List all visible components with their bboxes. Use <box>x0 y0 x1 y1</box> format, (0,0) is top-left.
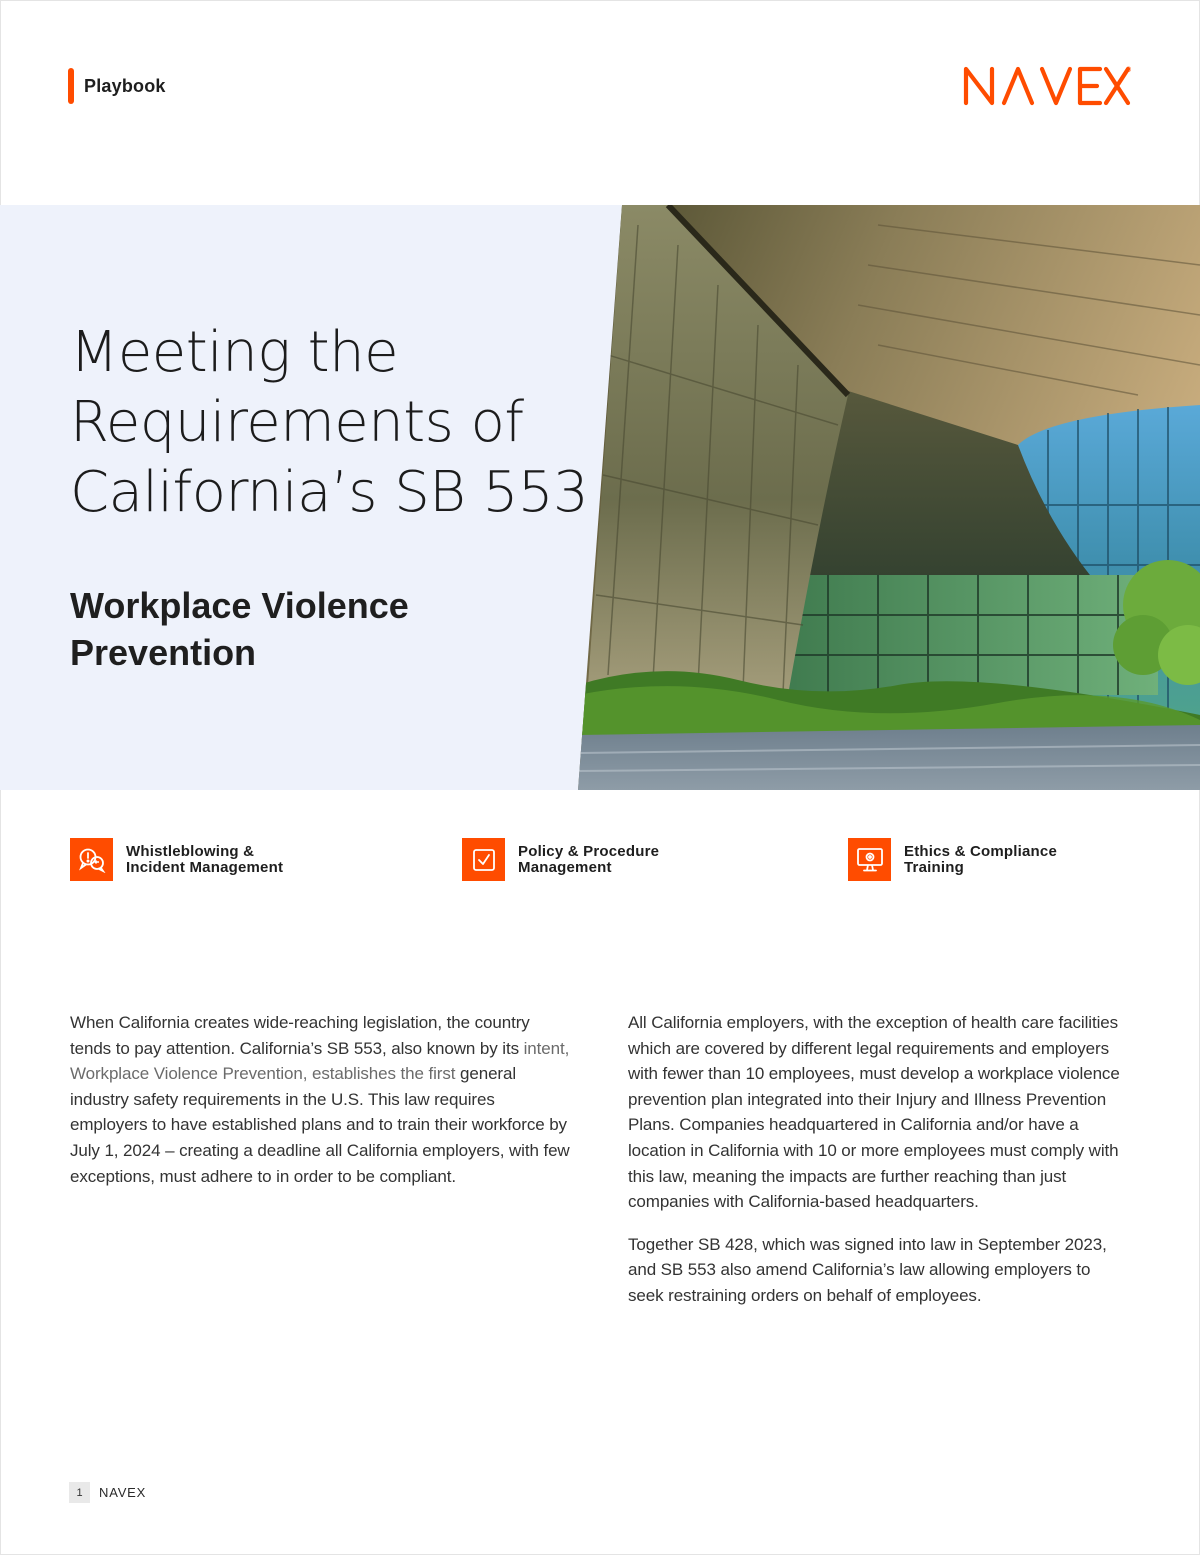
category-label: Whistleblowing & Incident Management <box>126 842 284 876</box>
subtitle-line-1: Workplace Violence <box>70 585 409 626</box>
policy-checkbox-icon <box>462 838 505 881</box>
title-line-3: California’s SB 553 <box>70 460 589 525</box>
category-training <box>848 838 1057 881</box>
body-column-left <box>70 1010 570 1206</box>
page-title <box>70 318 588 528</box>
doc-type-text: Playbook <box>84 75 166 96</box>
title-line-1: Meeting the <box>70 320 399 385</box>
doc-type-label <box>68 68 166 104</box>
footer-brand: NAVEX <box>99 1485 147 1500</box>
sb428-paragraph: Together SB 428, which was signed into law in September 2023, and SB 553 also amend California’s law allowing employers to seek restraining orders on behalf of employees. <box>628 1234 1107 1305</box>
accent-bar <box>68 68 74 104</box>
highlighted-phrase: intent, Workplace Violence Prevention, establishes the first <box>70 1038 570 1084</box>
subtitle-line-2: Prevention <box>70 632 257 673</box>
body-column-right <box>628 1010 1128 1326</box>
page-footer <box>69 1482 146 1503</box>
training-monitor-icon <box>848 838 891 881</box>
page-subtitle <box>70 582 409 676</box>
category-label: Policy & Procedure Management <box>518 842 660 876</box>
category-whistleblowing <box>70 838 283 881</box>
navex-logo-icon <box>962 62 1134 108</box>
navex-logo <box>962 62 1134 108</box>
category-policy <box>462 838 659 881</box>
intro-paragraph: When California creates wide-reaching legislation, the country tends to pay attention. California’s SB 553, also known by its intent, Workplace Violence Prevention, establishes the first general industry safety requirements in the U.S. This law requires employers to have established plans and to train their workforce by July 1, 2024 – creating a deadline all California employers, with few exceptions, must adhere to in order to be compliant. <box>70 1013 570 1186</box>
whistleblowing-chat-icon <box>70 838 113 881</box>
category-label: Ethics & Compliance Training <box>904 842 1058 876</box>
title-line-2: Requirements of <box>70 390 524 455</box>
employers-paragraph: All California employers, with the exception of health care facilities which are covered by different legal requirements and employers with fewer than 10 employees, must develop a workplace violence prevention plan integrated into their Injury and Illness Prevention Plans. Companies headquartered in California and/or have a location in California with 10 or more employees must comply with this law, meaning the impacts are further reaching than just companies with California-based headquarters. <box>628 1013 1120 1212</box>
page-number: 1 <box>69 1482 90 1503</box>
hero-architecture-image <box>578 205 1200 790</box>
svg-text:®: ® <box>1125 66 1132 74</box>
